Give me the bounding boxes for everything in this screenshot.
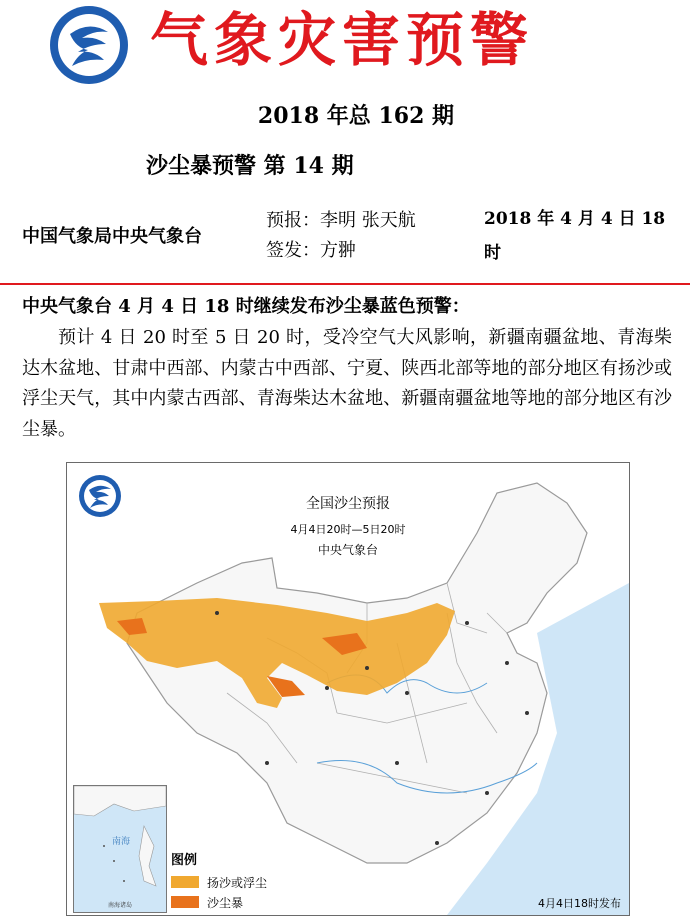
legend-item-sandstorm — [171, 892, 301, 912]
legend-label: 扬沙或浮尘 — [207, 875, 268, 890]
issue-total-line: 2018 年总 162 期 — [257, 103, 455, 129]
header — [0, 0, 690, 92]
inset-graphic — [74, 786, 166, 912]
legend-label: 沙尘暴 — [207, 895, 244, 910]
legend-item-blowing-sand — [171, 872, 301, 892]
page-title: 气象灾害预警 — [150, 6, 535, 74]
map-title: 全国沙尘预报 — [306, 496, 390, 512]
inset-sea-label: 南海 — [112, 837, 131, 847]
south-china-sea-inset — [73, 785, 167, 913]
issue-datetime: 2018 年 4 月 4 日 18 时 — [484, 209, 666, 263]
legend-title: 图例 — [171, 853, 198, 868]
map-release-note: 4月4日18时发布 — [538, 897, 621, 910]
map-legend — [171, 849, 301, 912]
dust-forecast-map — [66, 462, 630, 916]
inset-label: 南海诸岛 — [107, 902, 132, 909]
cma-logo-icon — [48, 4, 130, 86]
legend-swatch — [171, 876, 199, 888]
issue-series-line: 沙尘暴预警 第 14 期 — [146, 153, 354, 179]
divider-rule — [0, 283, 690, 285]
forecaster-line: 预报：李明 张天航 — [266, 210, 416, 231]
meta-block — [0, 196, 690, 278]
bulletin-body: 预计 4 日 20 时至 5 日 20 时，受冷空气大风影响，新疆南疆盆地、青海柴达木盆地、甘肃中西部、内蒙古中西部、宁夏、陕西北部等地的部分地区有扬沙或浮尘天气，其中内蒙古西部、青海柴达木盆地、新疆南疆盆地等地的部分地区有沙尘暴。 — [22, 327, 672, 440]
legend-swatch — [171, 896, 199, 908]
map-org: 中央气象台 — [317, 543, 378, 557]
signer-line: 签发：方翀 — [266, 240, 356, 261]
bulletin-headline: 中央气象台 4 月 4 日 18 时继续发布沙尘暴蓝色预警： — [22, 296, 470, 317]
map-period: 4月4日20时—5日20时 — [290, 523, 406, 536]
agency-name: 中国气象局中央气象台 — [22, 226, 202, 247]
